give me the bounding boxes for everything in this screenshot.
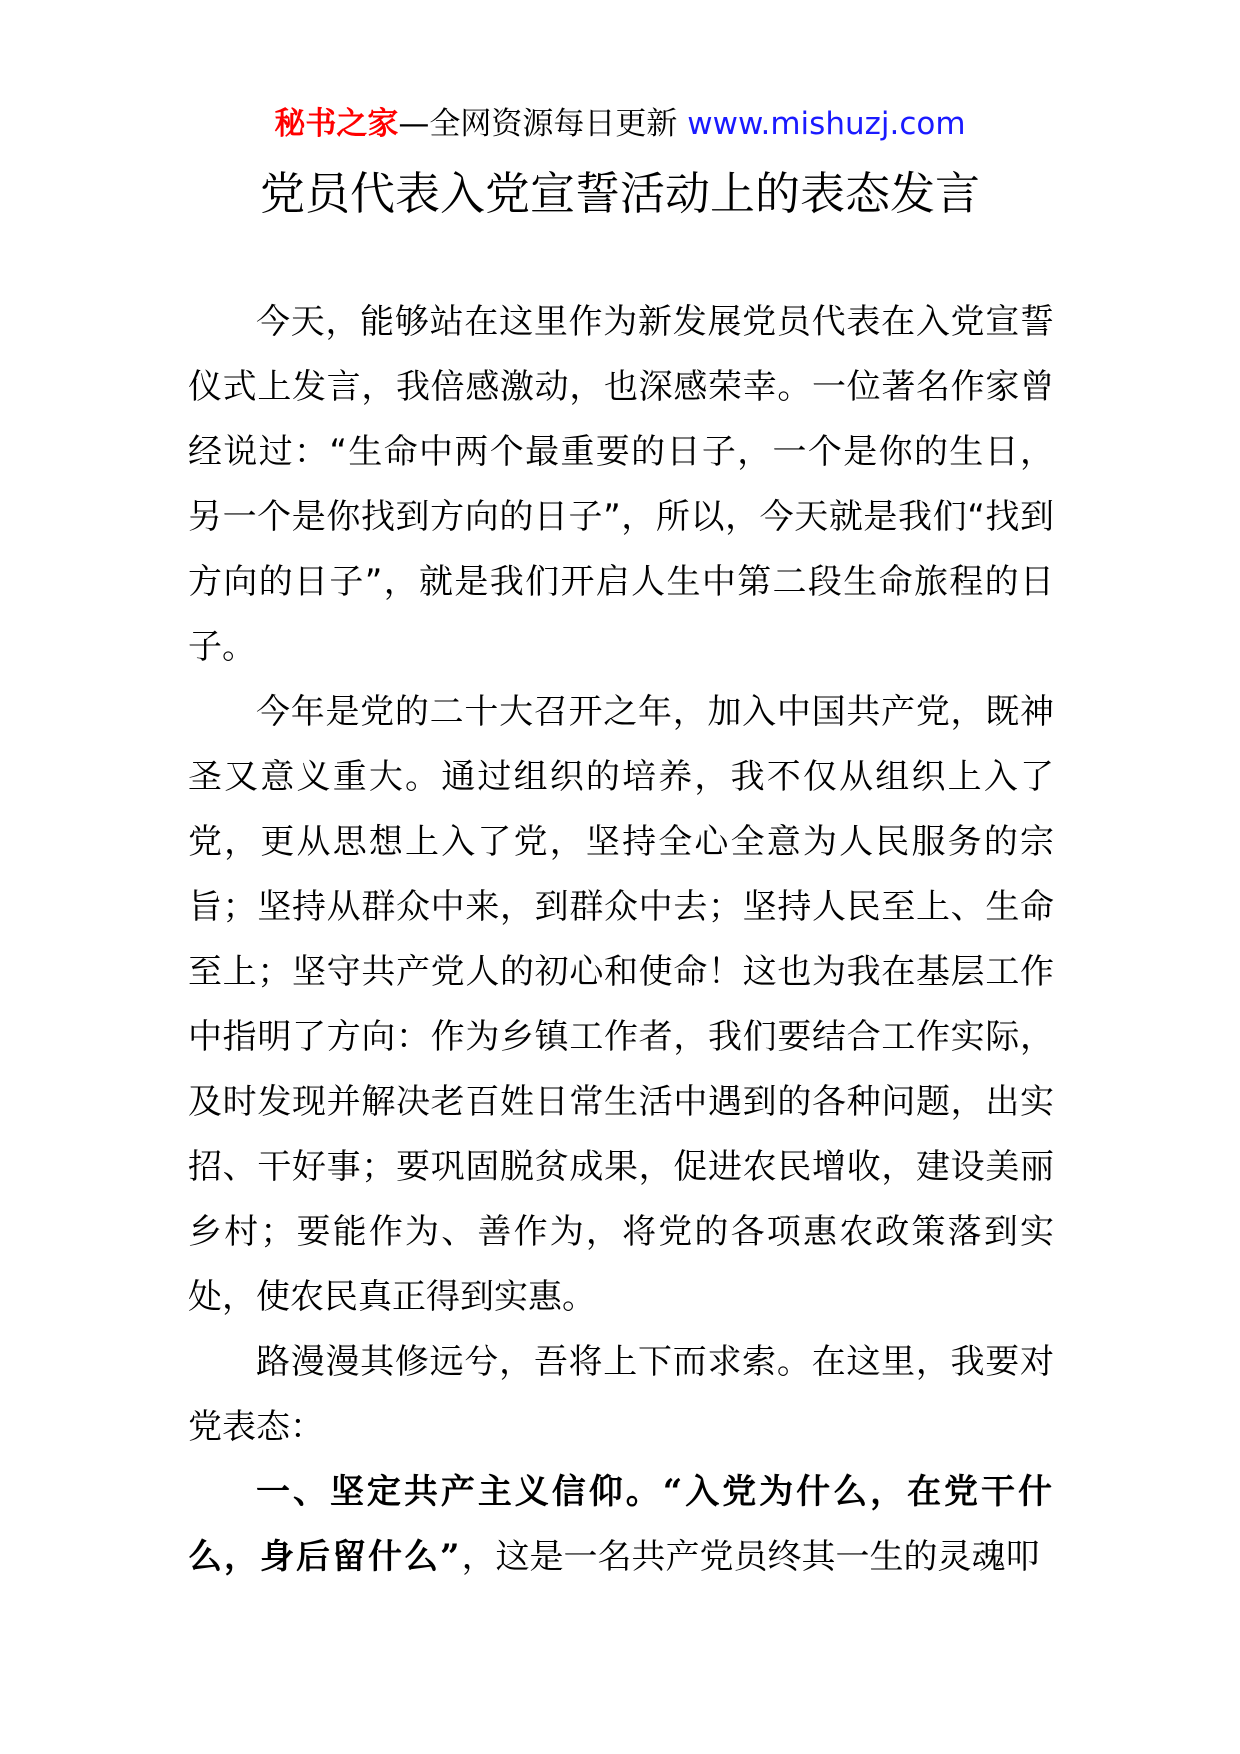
section-1-paragraph bbox=[188, 1460, 1054, 1590]
paragraph-2: 今年是党的二十大召开之年，加入中国共产党，既神圣又意义重大。通过组织的培养，我不仅从组织上入了党，更从思想上入了党，坚持全心全意为人民服务的宗旨；坚持从群众中来，到群众中去；坚持人民至上、生命至上；坚守共产党人的初心和使命！这也为我在基层工作中指明了方向：作为乡镇工作者，我们要结合工作实际，及时发现并解决老百姓日常生活中遇到的各种问题，出实招、干好事；要巩固脱贫成果，促进农民增收，建设美丽乡村；要能作为、善作为，将党的各项惠农政策落到实处，使农民真正得到实惠。 bbox=[188, 692, 1054, 1317]
paragraph-3: 路漫漫其修远兮，吾将上下而求索。在这里，我要对党表态： bbox=[188, 1342, 1054, 1447]
section-1-heading: 一、坚定共产主义信仰。“入党为什么，在党干什么，身后留什么” bbox=[188, 1472, 1054, 1577]
document-body bbox=[188, 290, 1054, 1590]
section-1-text: ，这是一名共产党员终其一生的灵魂叩 bbox=[461, 1537, 1040, 1577]
site-url-link[interactable]: www.mishuzj.com bbox=[687, 106, 966, 142]
document-title: 党员代表入党宣誓活动上的表态发言 bbox=[259, 167, 980, 220]
brand-name: 秘书之家 bbox=[274, 106, 399, 142]
site-tagline: —全网资源每日更新 bbox=[398, 106, 688, 142]
site-header bbox=[0, 100, 1240, 148]
paragraph-1: 今天，能够站在这里作为新发展党员代表在入党宣誓仪式上发言，我倍感激动，也深感荣幸。一位著名作家曾经说过：“生命中两个最重要的日子，一个是你的生日，另一个是你找到方向的日子”，所以，今天就是我们“找到方向的日子”，就是我们开启人生中第二段生命旅程的日子。 bbox=[188, 302, 1054, 667]
